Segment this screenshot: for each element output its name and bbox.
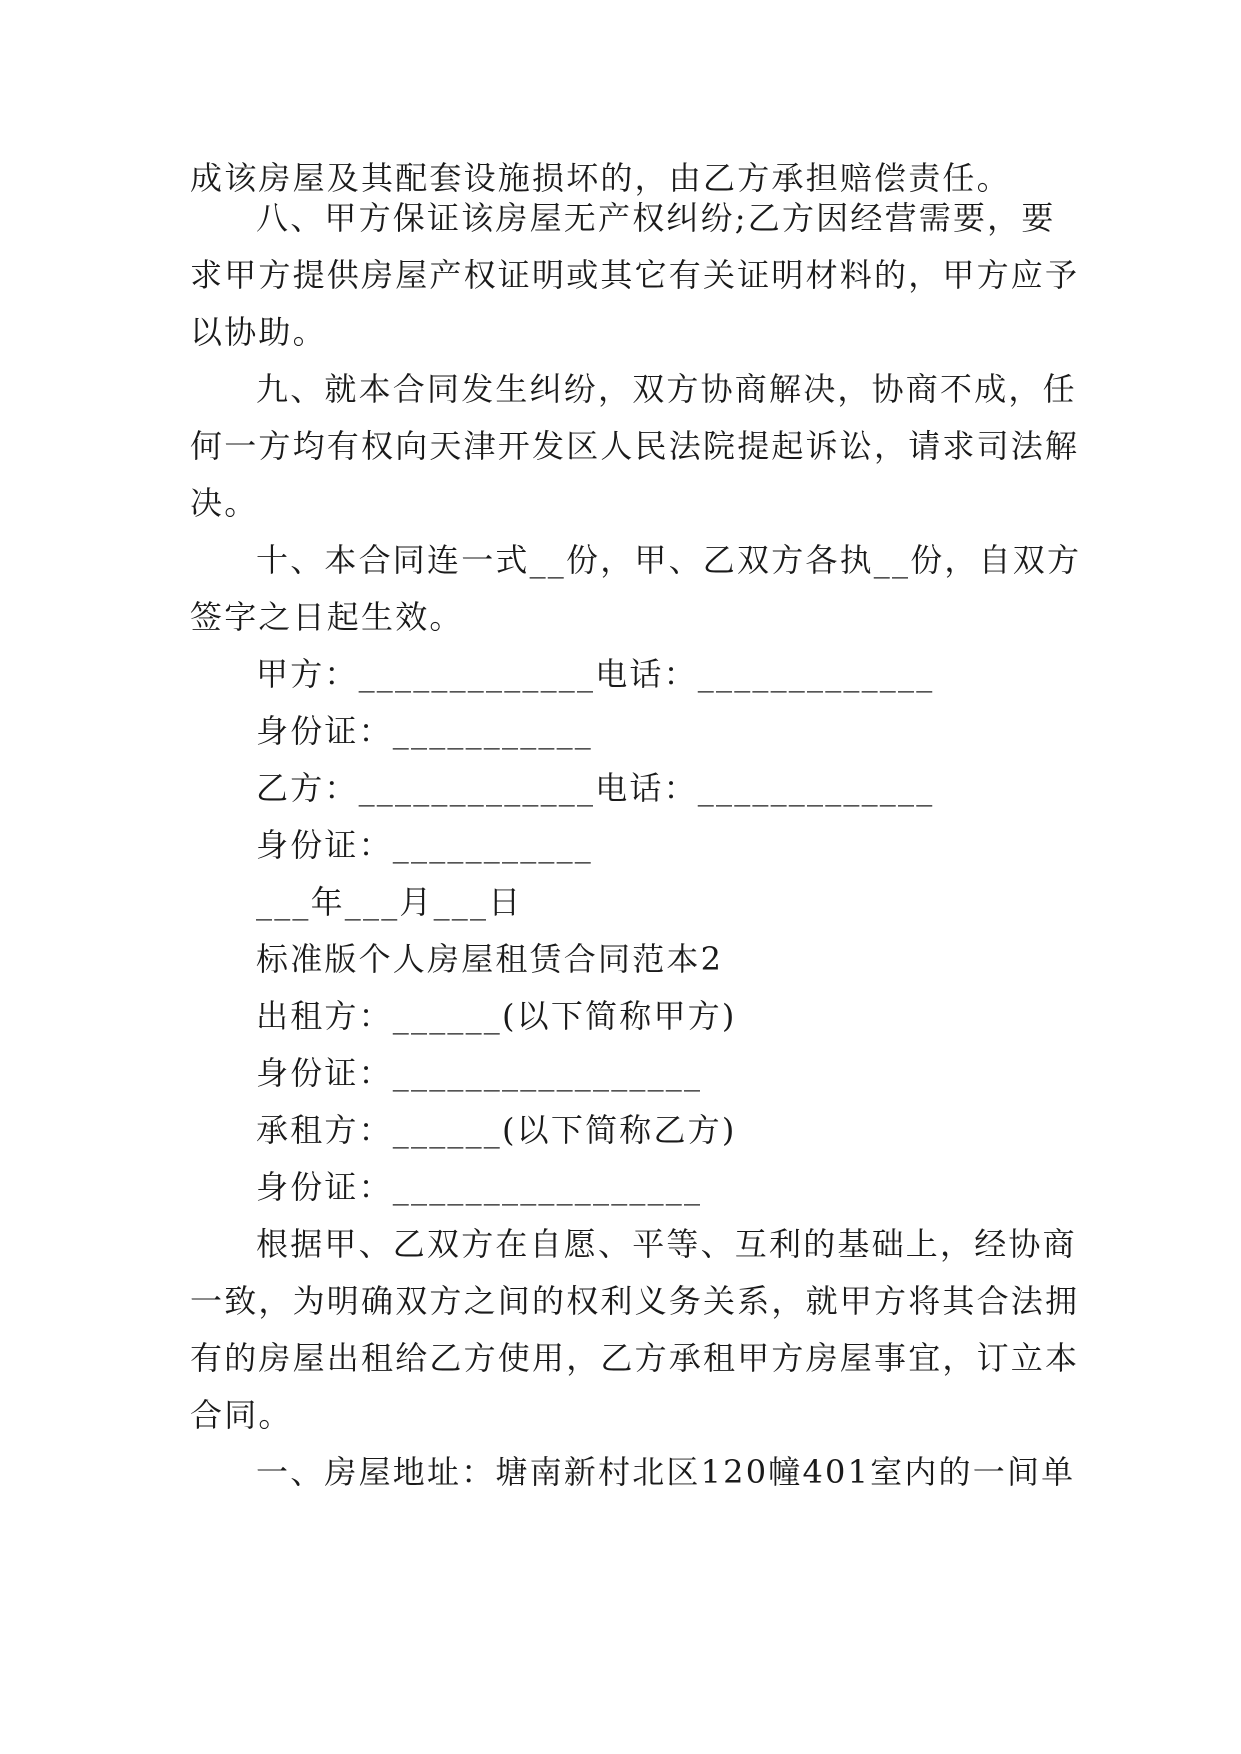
paragraph-line: 签字之日起生效。	[190, 598, 464, 636]
section-title: 标准版个人房屋租赁合同范本2	[256, 940, 724, 978]
paragraph-line: 何一方均有权向天津开发区人民法院提起诉讼，请求司法解	[190, 427, 1080, 465]
signature-line-party-b: 乙方：_____________电话：_____________	[256, 769, 935, 807]
date-line: ___年___月___日	[256, 883, 523, 921]
paragraph-line: 八、甲方保证该房屋无产权纠纷;乙方因经营需要，要	[256, 199, 1056, 237]
paragraph-line: 有的房屋出租给乙方使用，乙方承租甲方房屋事宜，订立本	[190, 1339, 1080, 1377]
paragraph-line: 决。	[190, 484, 259, 522]
signature-line-party-a: 甲方：_____________电话：_____________	[256, 655, 935, 693]
lessor-line: 出租方：______(以下简称甲方)	[256, 997, 737, 1035]
paragraph-line: 以协助。	[190, 313, 327, 351]
paragraph-line: 九、就本合同发生纠纷，双方协商解决，协商不成，任	[256, 370, 1077, 408]
paragraph-line: 一、房屋地址：塘南新村北区120幢401室内的一间单	[256, 1453, 1076, 1491]
paragraph-line: 十、本合同连一式__份，甲、乙双方各执__份，自双方	[256, 541, 1082, 579]
lessee-id-line: 身份证：_________________	[256, 1168, 703, 1206]
paragraph-line: 求甲方提供房屋产权证明或其它有关证明材料的，甲方应予	[190, 256, 1080, 294]
paragraph-line: 一致，为明确双方之间的权利义务关系，就甲方将其合法拥	[190, 1282, 1080, 1320]
paragraph-line: 合同。	[190, 1396, 293, 1434]
paragraph-line: 根据甲、乙双方在自愿、平等、互利的基础上，经协商	[256, 1225, 1077, 1263]
id-line-party-b: 身份证：___________	[256, 826, 594, 864]
lessor-id-line: 身份证：_________________	[256, 1054, 703, 1092]
lessee-line: 承租方：______(以下简称乙方)	[256, 1111, 737, 1149]
paragraph-line: 成该房屋及其配套设施损坏的，由乙方承担赔偿责任。	[190, 159, 1011, 197]
id-line-party-a: 身份证：___________	[256, 712, 594, 750]
